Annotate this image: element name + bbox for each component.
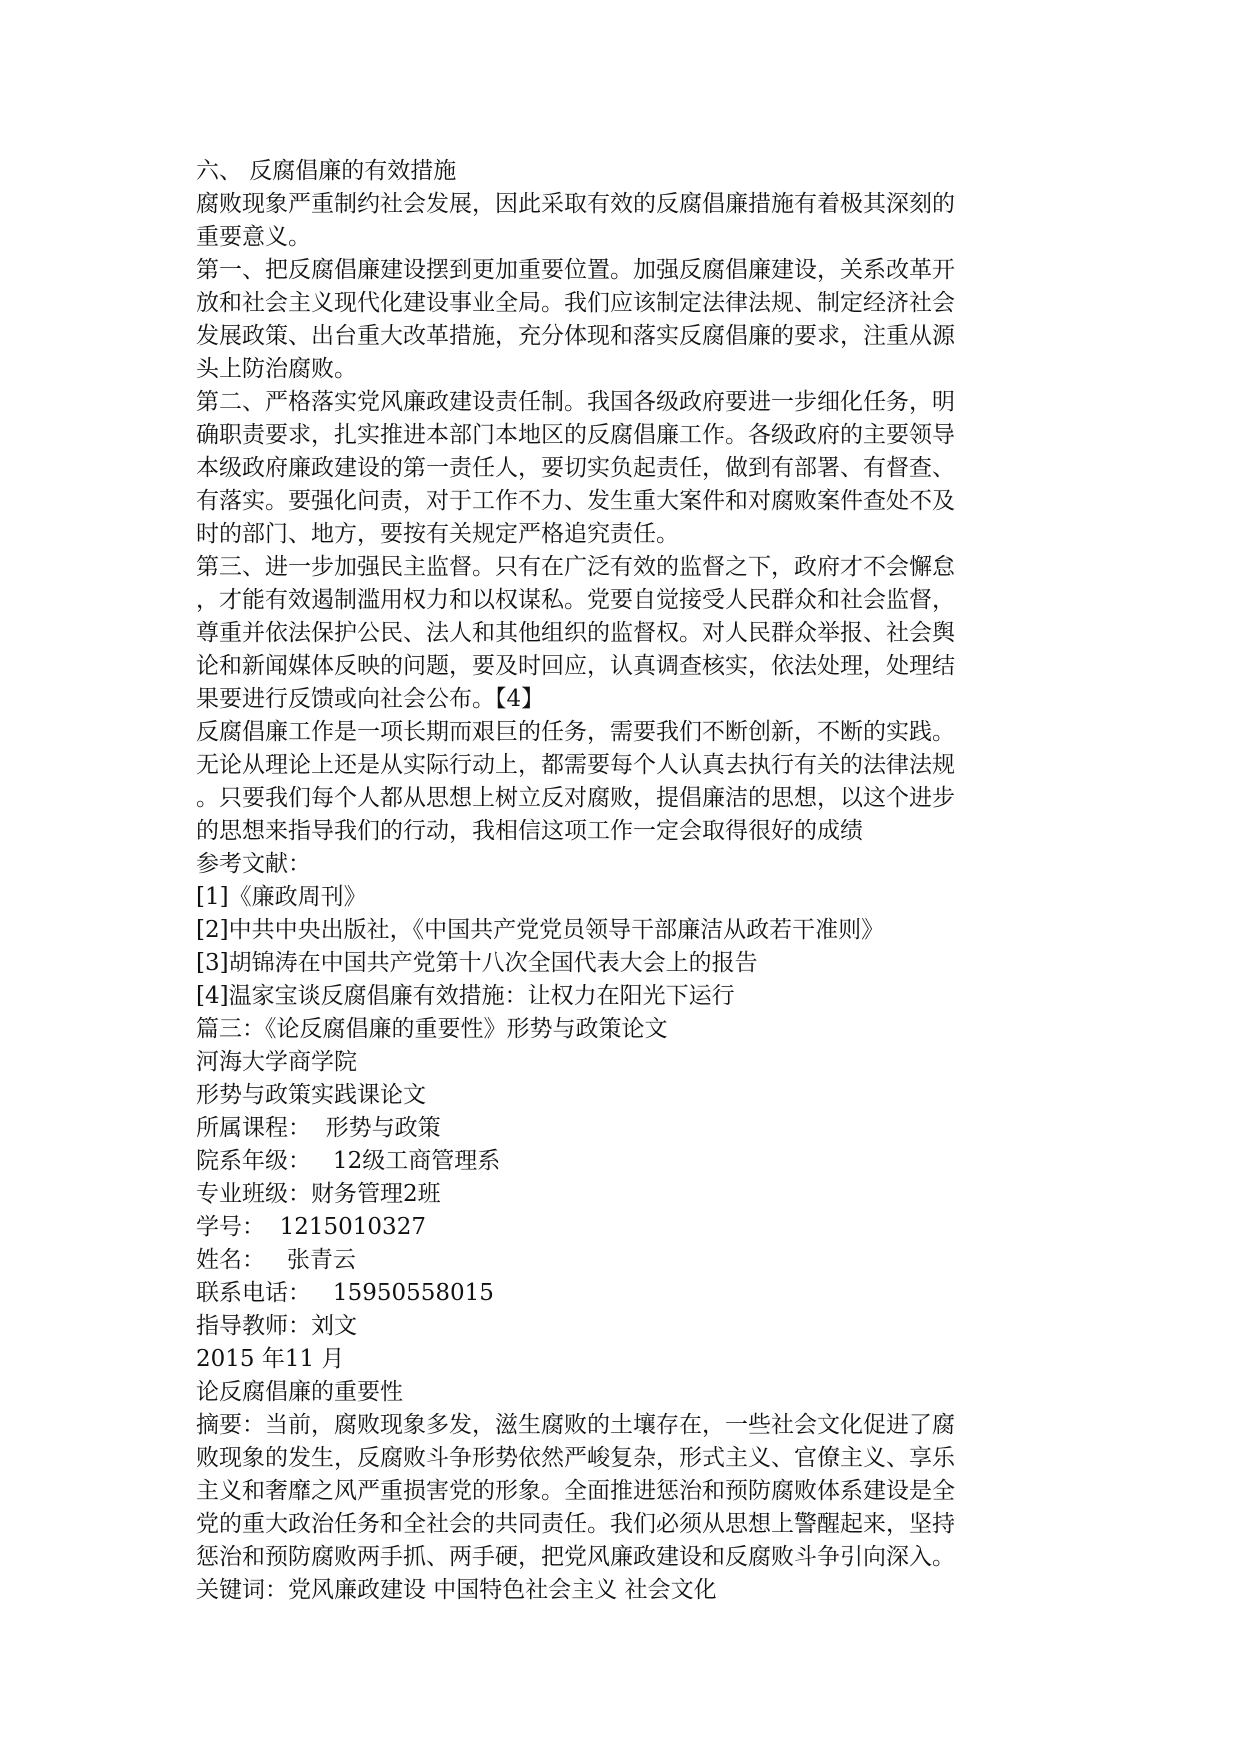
advisor-field: 指导教师：刘文 bbox=[196, 1313, 357, 1339]
point-one-paragraph: 第一、把反腐倡廉建设摆到更加重要位置。加强反腐倡廉建设，关系改革开 放和社会主义现代化建设事业全局。我们应该制定法律法规、制定经济社会 发展政策、出台重大改革措施，充分体现和落实反腐倡廉的要求，注重从源 头上防治腐败。 bbox=[196, 257, 955, 382]
reference-item: [2]中共中央出版社，《中国共产党党员领导干部廉洁从政若干准则》 bbox=[196, 917, 885, 943]
class-field: 专业班级：财务管理2班 bbox=[196, 1181, 441, 1207]
phone-field: 联系电话： 15950558015 bbox=[196, 1280, 494, 1306]
conclusion-paragraph: 反腐倡廉工作是一项长期而艰巨的任务，需要我们不断创新，不断的实践。 无论从理论上还是从实际行动上，都需要每个人认真去执行有关的法律法规 。只要我们每个人都从思想上树立反对腐败，提倡廉洁的思想，以这个进步 的思想来指导我们的行动，我相信这项工作一定会取得很好的成绩 bbox=[196, 719, 955, 844]
point-two-paragraph: 第二、严格落实党风廉政建设责任制。我国各级政府要进一步细化任务，明 确职责要求，扎实推进本部门本地区的反腐倡廉工作。各级政府的主要领导 本级政府廉政建设的第一责任人，要切实负起责任，做到有部署、有督查、 有落实。要强化问责，对于工作不力、发生重大案件和对腐败案件查处不及 时的部门、地方，要按有关规定严格追究责任。 bbox=[196, 389, 955, 547]
paper-type: 形势与政策实践课论文 bbox=[196, 1082, 426, 1108]
paper-title: 论反腐倡廉的重要性 bbox=[196, 1379, 403, 1405]
abstract-paragraph: 摘要：当前，腐败现象多发，滋生腐败的土壤存在，一些社会文化促进了腐 败现象的发生，反腐败斗争形势依然严峻复杂，形式主义、官僚主义、享乐 主义和奢靡之风严重损害党的形象。全面推进惩治和预防腐败体系建设是全 党的重大政治任务和全社会的共同责任。我们必须从思想上警醒起来，坚持 惩治和预防腐败两手抓、两手硬，把党风廉政建设和反腐败斗争引向深入。 bbox=[196, 1412, 955, 1570]
chapter-title: 篇三：《论反腐倡廉的重要性》形势与政策论文 bbox=[196, 1016, 668, 1042]
reference-item: [1]《廉政周刊》 bbox=[196, 884, 367, 910]
references-heading: 参考文献： bbox=[196, 851, 311, 877]
section-heading: 六、 反腐倡廉的有效措施 bbox=[196, 158, 457, 184]
reference-item: [3]胡锦涛在中国共产党第十八次全国代表大会上的报告 bbox=[196, 950, 758, 976]
student-id-field: 学号： 1215010327 bbox=[196, 1214, 426, 1240]
section-intro-paragraph: 腐败现象严重制约社会发展，因此采取有效的反腐倡廉措施有着极其深刻的 重要意义。 bbox=[196, 191, 955, 250]
school-name: 河海大学商学院 bbox=[196, 1049, 357, 1075]
keywords-line: 关键词：党风廉政建设 中国特色社会主义 社会文化 bbox=[196, 1577, 717, 1603]
point-three-paragraph: 第三、进一步加强民主监督。只有在广泛有效的监督之下，政府才不会懈怠 ，才能有效遏制滥用权力和以权谋私。党要自觉接受人民群众和社会监督， 尊重并依法保护公民、法人和其他组织的监督权。对人民群众举报、社会舆 论和新闻媒体反映的问题，要及时回应，认真调查核实，依法处理，处理结 果要进行反馈或向社会公布。【4】 bbox=[196, 554, 955, 712]
department-field: 院系年级： 12级工商管理系 bbox=[196, 1148, 501, 1174]
date-field: 2015 年11 月 bbox=[196, 1346, 345, 1372]
course-field: 所属课程： 形势与政策 bbox=[196, 1115, 441, 1141]
student-name-field: 姓名： 张青云 bbox=[196, 1247, 356, 1273]
reference-item: [4]温家宝谈反腐倡廉有效措施：让权力在阳光下运行 bbox=[196, 983, 735, 1009]
document-page bbox=[196, 155, 1031, 1607]
